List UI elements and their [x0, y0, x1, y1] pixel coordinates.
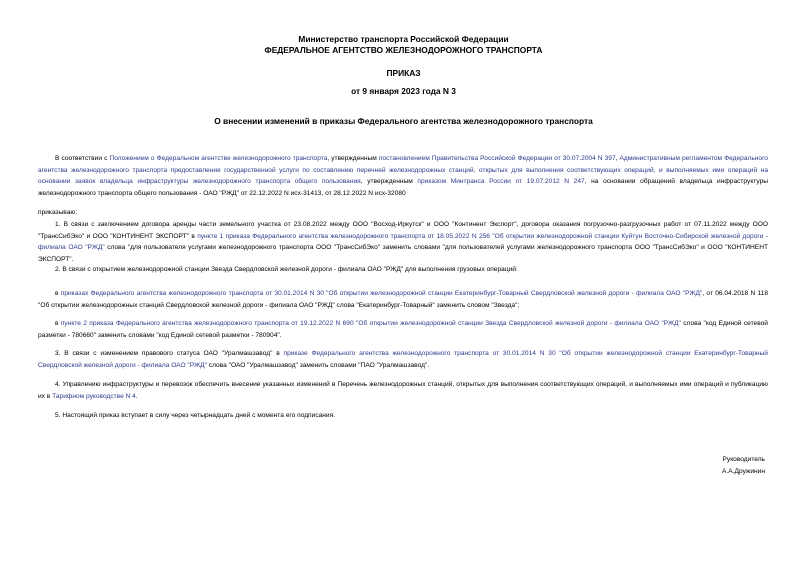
preamble-paragraph [38, 153, 768, 199]
link-administrative-regulation[interactable]: Административным регламентом Федерального агентства железнодорожного транспорта предоставления государственной услуги по составлению перечней железнодорожных станций, открытых для выполнения соответствующих операций, и выполняемых ими операций на основании заявок владельца инфраструктуры железнодорожного транспорта общего пользования [38, 155, 769, 186]
order-word: приказываю: [38, 209, 78, 216]
item-2a-text-1: в [55, 290, 61, 297]
preamble-text-1: В соответствии с [55, 155, 110, 162]
link-order-690[interactable]: пункте 2 приказа Федерального агентства железнодорожного транспорта от 19.12.2022 N 690 "Об открытии железнодорожной станции Звезда Свердловской железной дороги - филиала ОАО "РЖД" [60, 320, 681, 327]
item-2a-paragraph [38, 288, 768, 311]
item-2b-text-1: в [55, 320, 61, 327]
item-3-text-2: слова "ОАО "Уралмашзавод" заменить словами "ПАО "Уралмашзавод". [206, 361, 430, 369]
link-tariff-manual[interactable]: Тарифном руководстве N 4 [52, 392, 136, 400]
item-2-intro: 2. В связи с открытием железнодорожной станции Звезда Свердловской железной дороги - филиала ОАО "РЖД" для выполнения грузовых операций: [55, 266, 518, 273]
item-4-text-1: 4. Управлению инфраструктуры и перевозок обеспечить внесение указанных изменений в Перечень железнодорожных станций, открытых для выполнения соответствующих операций, и выполняемых ими операций и публикацию их в [38, 381, 768, 400]
link-agency-regulation[interactable]: Положением о Федеральном агентстве железнодорожного транспорта [109, 155, 328, 162]
preamble-text-2: , утвержденным [327, 155, 379, 162]
preamble-text-4: , утвержденным [360, 178, 418, 186]
link-orders-30[interactable]: приказах Федерального агентства железнодорожного транспорта от 30.01.2014 N 30 "Об открытии железнодорожной станции Екатеринбург-Товарный Свердловской железной дороги - филиала ОАО "РЖД" [60, 290, 703, 297]
preamble-text-3: , [615, 155, 620, 162]
signature-name: А.А.Дружинин [722, 468, 765, 475]
item-1-text-2: слова "для пользователя услугами железнодорожного транспорта ООО "ТрансСибЭко" заменить словами "для пользователей услугами железнодорожного транспорта ООО "ТрансСибЭко" и ООО "КОНТИНЕНТ ЭКСПОРТ". [38, 244, 768, 263]
document-date: от 9 января 2023 года N 3 [351, 86, 456, 96]
link-mintrans-order[interactable]: приказом Минтранса России от 19.07.2012 N 247 [417, 178, 585, 186]
link-government-resolution[interactable]: постановлением Правительства Российской Федерации от 30.07.2004 N 397 [378, 155, 616, 162]
link-order-256[interactable]: пункте 1 приказа Федерального агентства железнодорожного транспорта от 18.05.2022 N 256 "Об открытии железнодорожной станции Куйтун Восточно-Сибирской железной дороги - филиала ОАО "РЖД" [38, 232, 768, 252]
agency-name: ФЕДЕРАЛЬНОЕ АГЕНТСТВО ЖЕЛЕЗНОДОРОЖНОГО ТРАНСПОРТА [264, 45, 543, 55]
item-5-paragraph: 5. Настоящий приказ вступает в силу через четырнадцать дней с момента его подписания. [55, 412, 336, 419]
item-2b-text-2: слова "код Единой сетевой разметки - 780660" заменить словами "код Единой сетевой разметки - 780904". [38, 320, 768, 339]
signature-title: Руководитель [722, 456, 765, 463]
ministry-name: Министерство транспорта Российской Федерации [298, 34, 509, 44]
document-type: ПРИКАЗ [386, 68, 421, 78]
item-2a-text-2: , от 06.04.2018 N 118 "Об открытии железнодорожных станций Свердловской железной дороги - филиала ОАО "РЖД" слова "Екатеринбург-Товарный" заменить словом "Звезда"; [38, 290, 768, 309]
item-3-paragraph [38, 348, 768, 371]
item-4-text-2: . [135, 392, 138, 400]
item-4-paragraph [38, 379, 768, 402]
document-subject: О внесении изменений в приказы Федерального агентства железнодорожного транспорта [214, 116, 593, 126]
link-order-30[interactable]: приказе Федерального агентства железнодорожного транспорта от 30.01.2014 N 30 "Об открытии железнодорожной станции Екатеринбург-Товарный Свердловской железной дороги - филиала ОАО "РЖД" [38, 350, 768, 369]
item-3-text-1: 3. В связи с изменением правового статуса ОАО "Уралмашзавод" в [55, 350, 284, 357]
item-1-text-1: 1. В связи с заключением договора аренды части земельного участка от 23.08.2022 между ООО "Восход-Иркутск" и ООО "Континент Экспорт", договора оказания погрузочно-разгрузочных работ от 07.11.2022 между ООО "ТрансСибЭко" и ООО "КОНТИНЕНТ ЭКСПОРТ" в [38, 221, 768, 240]
item-1-paragraph [38, 219, 768, 265]
item-2b-paragraph [38, 318, 768, 341]
preamble-text-5: , на основании обращений владельца инфраструктуры железнодорожного транспорта общего пользования - ОАО "РЖД" от 22.12.2022 N исх-31413, от 28.12.2022 N исх-32080 [38, 178, 769, 197]
